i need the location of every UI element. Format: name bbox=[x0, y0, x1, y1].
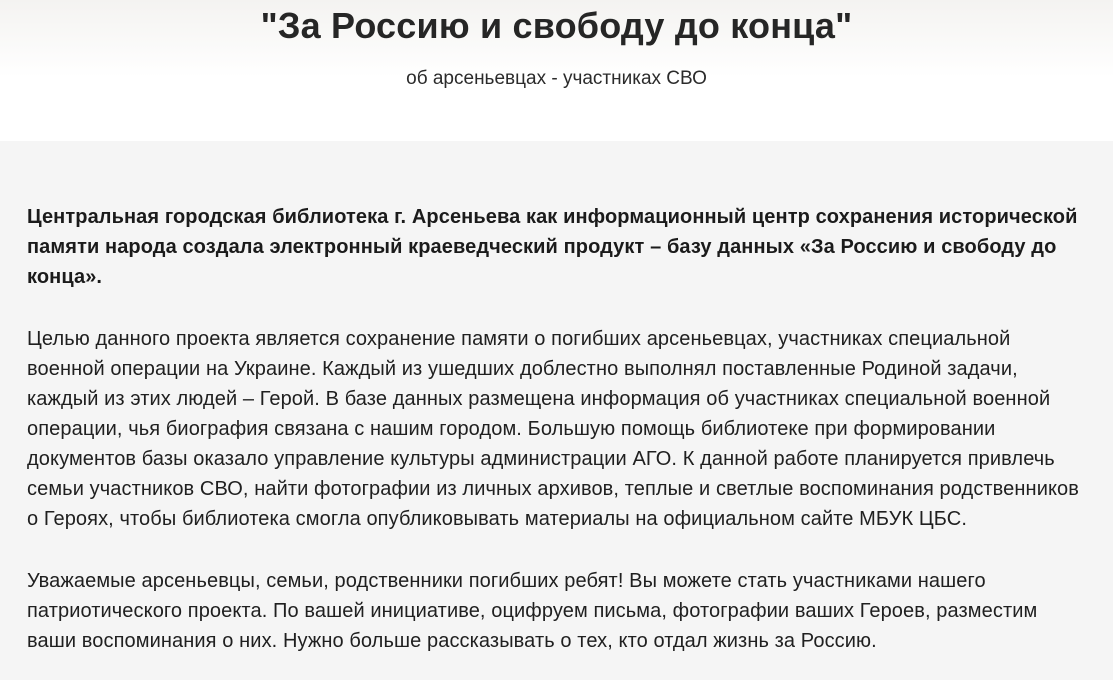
page-title: "За Россию и свободу до конца" bbox=[260, 5, 853, 46]
article-paragraph: Уважаемые арсеньевцы, семьи, родственники погибших ребят! Вы можете стать участниками нашего патриотического проекта. По вашей инициативе, оцифруем письма, фотографии ваших Героев, разместим ваши воспоминания о них. Нужно больше рассказывать о тех, кто отдал жизнь за Россию. bbox=[27, 570, 1038, 652]
article-paragraph-lead: Центральная городская библиотека г. Арсеньева как информационный центр сохранения исторической памяти народа создала электронный краеведческий продукт – базу данных «За Россию и свободу до конца». bbox=[27, 206, 1078, 288]
article-paragraph: Целью данного проекта является сохранение памяти о погибших арсеньевцах, участниках специальной военной операции на Украине. Каждый из ушедших доблестно выполнял поставленные Родиной задачи, каждый из этих людей – Герой. В базе данных размещена информация об участниках специальной военной операции, чья биография связана с нашим городом. Большую помощь библиотеке при формировании документов базы оказало управление культуры администрации АГО. К данной работе планируется привлечь семьи участников СВО, найти фотографии из личных архивов, теплые и светлые воспоминания родственников о Героях, чтобы библиотека смогла опубликовывать материалы на официальном сайте МБУК ЦБС. bbox=[27, 328, 1079, 530]
article-header bbox=[0, 0, 1113, 141]
article-body bbox=[0, 141, 1113, 680]
page-subtitle: об арсеньевцах - участниках СВО bbox=[406, 68, 707, 90]
